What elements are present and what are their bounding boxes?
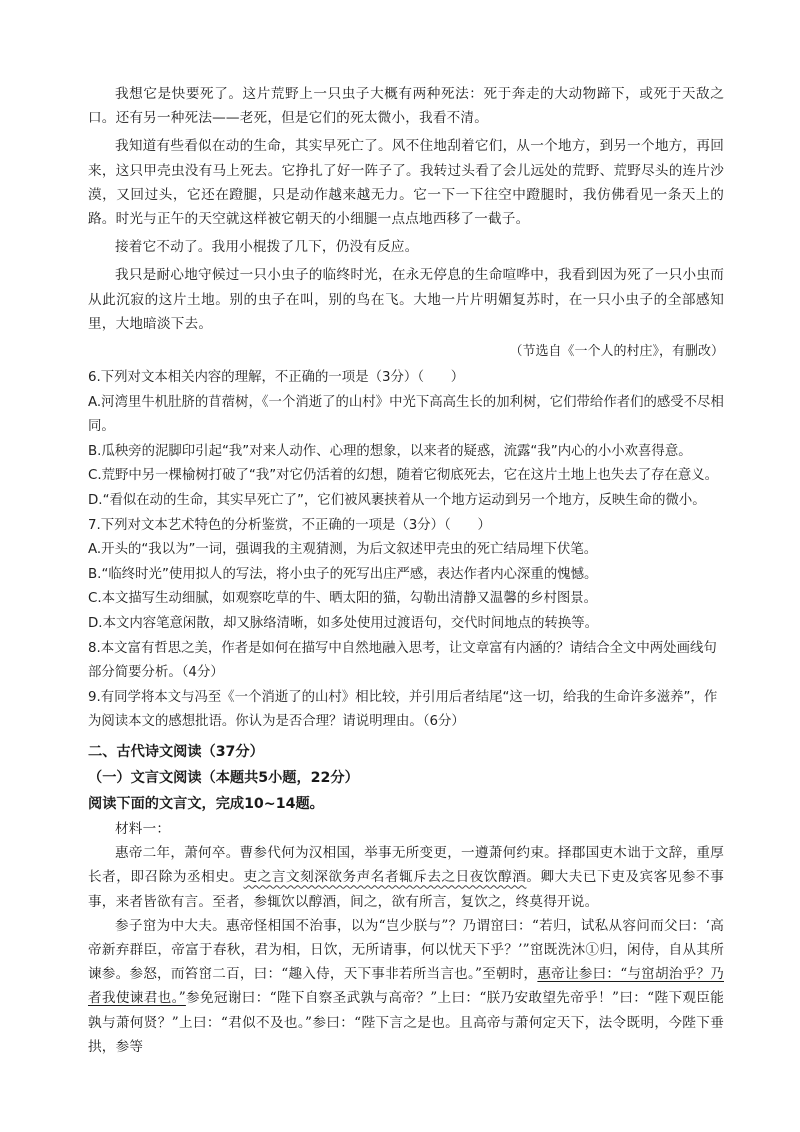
classical-paragraph [88,841,724,914]
section-header [88,739,724,817]
classical-paragraph [88,914,724,1059]
classical-passage [88,817,724,1059]
question-6-option-d: D.“看似在动的生命，其实早死亡了”，它们被风裹挟着从一个地方运动到另一个地方，反映生命的微小。 [88,493,706,508]
material-label: 材料一： [115,820,171,837]
passage-paragraph: 我只是耐心地守候过一只小虫子的临终时光，在永无停息的生命喧哗中，我看到因为死了一只小虫而从此沉寂的这片土地。别的虫子在叫，别的鸟在飞。大地一片片明媚复苏时，在一只小虫子的全部感知里，大地暗淡下去。 [88,267,724,332]
question-7: 7.下列对文本艺术特色的分析鉴赏，不正确的一项是（3分）（ ） [88,517,491,533]
text-run: 惠帝二年，萧何卒。曹参代何为汉相国，举事无所变更，一遵萧何约束。择郡国吏木诎于文辞，重厚长者，即召除为丞相史。 [88,845,724,886]
question-8: 8.本文富有哲思之美，作者是如何在描写中自然地融入思考，让文章富有内涵的？请结合全文中两处画线句部分简要分析。（4分） [88,640,717,681]
section-instruction: 阅读下面的文言文，完成10~14题。 [88,795,324,812]
wavy-underlined-sentence: 吏之言文刻深欲务声名者辄斥去之日夜饮醇酒 [243,869,527,886]
passage-source: （节选自《一个人的村庄》，有删改） [509,344,724,360]
question-7-option-a: A.开头的“我以为”一词，强调我的主观猜测，为后文叙述甲壳虫的死亡结局埋下伏笔。 [88,542,598,558]
question-7-option-c: C.本文描写生动细腻，如观察吃草的牛、晒太阳的猫，勾勒出清静又温馨的乡村图景。 [88,591,598,607]
questions-list [88,366,724,735]
document-content [88,82,724,1059]
question-7-option-b: B.“临终时光”使用拟人的写法，将小虫子的死写出庄严感，表达作者内心深重的愧憾。 [88,566,598,582]
passage-paragraph: 我想它是快要死了。这片荒野上一只虫子大概有两种死法：死于奔走的大动物蹄下，或死于天敌之口。还有另一种死法——老死，但是它们的死太微小，我看不清。 [88,86,724,127]
question-6-option-b: B.瓜秧旁的泥脚印引起“我”对来人动作、心理的想象，以来者的疑惑，流露“我”内心的小小欢喜得意。 [88,443,692,459]
reading-passage [88,82,724,364]
passage-paragraph: 我知道有些看似在动的生命，其实早死亡了。风不住地刮着它们，从一个地方，到另一个地方，再回来，这只甲壳虫没有马上死去。它挣扎了好一阵子了。我转过头看了会儿远处的荒野、荒野尽头的连片沙漠，又回过头，它还在蹬腿，只是动作越来越无力。它一下一下往空中蹬腿时，我仿佛看见一条天上的路。时光与正午的天空就这样被它朝天的小细腿一点点地西移了一截子。 [88,138,724,228]
text-run: 。卿大夫已下吏及宾客见参不事事，来者皆欲有言。至者，参辄饮以醇酒，间之，欲有所言，复饮之，终莫得开说。 [88,869,724,910]
text-run: 参免冠谢曰：“陛下自察圣武孰与高帝？”上曰：“朕乃安敢望先帝乎！”曰：“陛下观臣能孰与萧何贤？”上曰：“君似不及也。”参曰：“陛下言之是也。且高帝与萧何定天下，法令既明，今陛下垂拱，参等 [88,990,725,1055]
question-9: 9.有同学将本文与冯至《一个消逝了的山村》相比较，并引用后者结尾“这一切，给我的生命许多滋养”，作为阅读本文的感想批语。你认为是否合理？请说明理由。（6分） [88,689,718,730]
text-run: 参子窋为中大夫。惠帝怪相国不治事，以为“岂少朕与”？乃谓窋曰：“若归，试私从容问而父曰：‘高帝新弃群臣，帝富于春秋，君为相，日饮，无所请事，何以忧天下乎？’”窋既洗沐①归，闲侍，自从其所谏参。参怒，而笞窋二百，曰：“趣入侍，天下事非若所当言也。”至朝时， [88,917,724,983]
passage-paragraph: 接着它不动了。我用小棍拨了几下，仍没有反应。 [115,239,419,256]
underlined-sentence: 惠帝让参曰：“与窋胡治乎？乃者我使谏君也。” [88,966,724,1007]
section-title: 二、古代诗文阅读（37分） [88,743,264,760]
question-6-option-a: A.河湾里牛机肚脐的苜蓿树，《一个消逝了的山村》中光下高高生长的加利树，它们带给作者们的感受不尽相同。 [88,394,724,435]
question-6-option-c: C.荒野中另一棵榆树打破了“我”对它仍活着的幻想，随着它彻底死去，它在这片土地上也失去了存在意义。 [88,468,719,484]
question-7-option-d: D.本文内容笔意闲散，却又脉络清晰，如多处使用过渡语句，交代时间地点的转换等。 [88,615,599,631]
section-subtitle: （一）文言文阅读（本题共5小题，22分） [88,769,359,786]
question-6: 6.下列对文本相关内容的理解，不正确的一项是（3分）（ ） [88,370,465,386]
